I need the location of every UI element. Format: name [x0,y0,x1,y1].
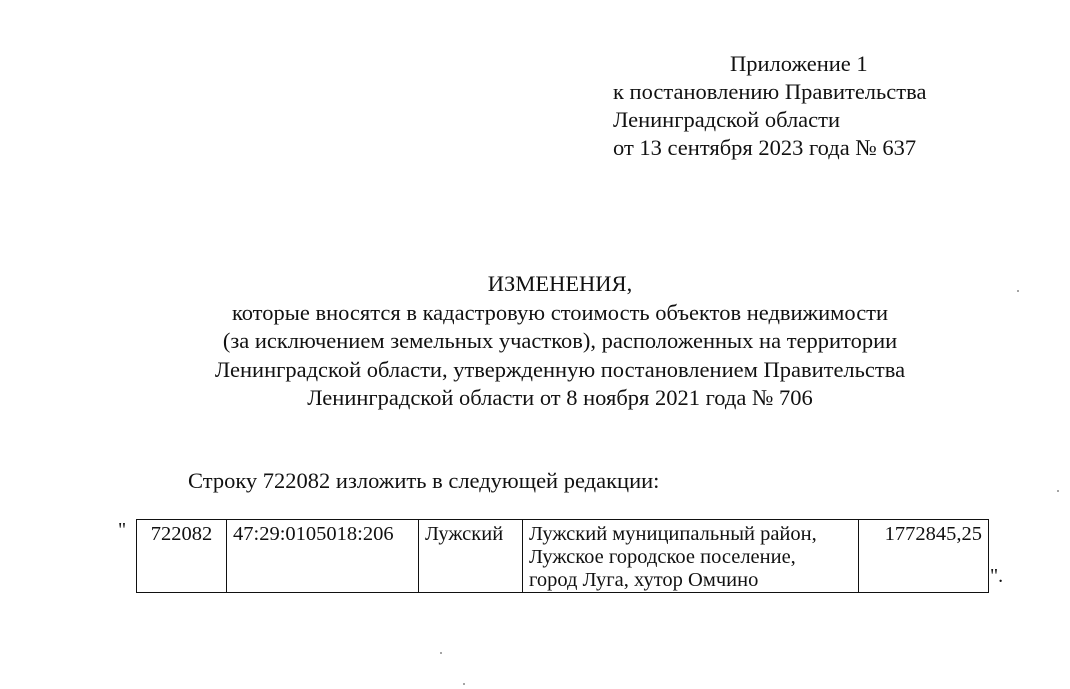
address-cell [523,520,859,593]
heading-line-1: которые вносятся в кадастровую стоимость объектов недвижимости [231,299,889,325]
cadastral-value-cell: 1772845,25 [859,520,989,593]
document-heading [100,270,1020,413]
district-cell: Лужский [419,520,523,593]
appendix-line-4: от 13 сентября 2023 года № 637 [613,135,917,160]
appendix-block [613,50,926,162]
address-line-2: Лужское городское поселение, [529,546,796,568]
instruction-text: Строку 722082 изложить в следующей редакции: [188,468,660,493]
closing-quote: ". [990,565,1004,587]
heading-title: ИЗМЕНЕНИЯ, [487,271,633,296]
appendix-title: Приложение 1 [730,51,868,76]
heading-line-2: (за исключением земельных участков), расположенных на территории [222,328,898,353]
scan-speck [1057,490,1059,492]
appendix-line-3: Ленинградской области [613,107,841,132]
address-line-1: Лужский муниципальный район, [529,523,817,545]
scan-speck [440,652,442,654]
cadastral-number-cell: 47:29:0105018:206 [227,520,419,593]
appendix-line-2: к постановлению Правительства [613,79,927,104]
scan-speck [463,683,465,685]
heading-line-3: Ленинградской области, утвержденную постановлением Правительства [214,356,906,382]
row-number-cell: 722082 [137,520,227,593]
table-row [137,520,989,593]
replacement-row-table [136,519,989,593]
heading-line-4: Ленинградской области от 8 ноября 2021 года № 706 [307,385,813,410]
scan-speck [1017,290,1019,292]
address-line-3: город Луга, хутор Омчино [529,569,759,591]
opening-quote: " [118,519,127,541]
